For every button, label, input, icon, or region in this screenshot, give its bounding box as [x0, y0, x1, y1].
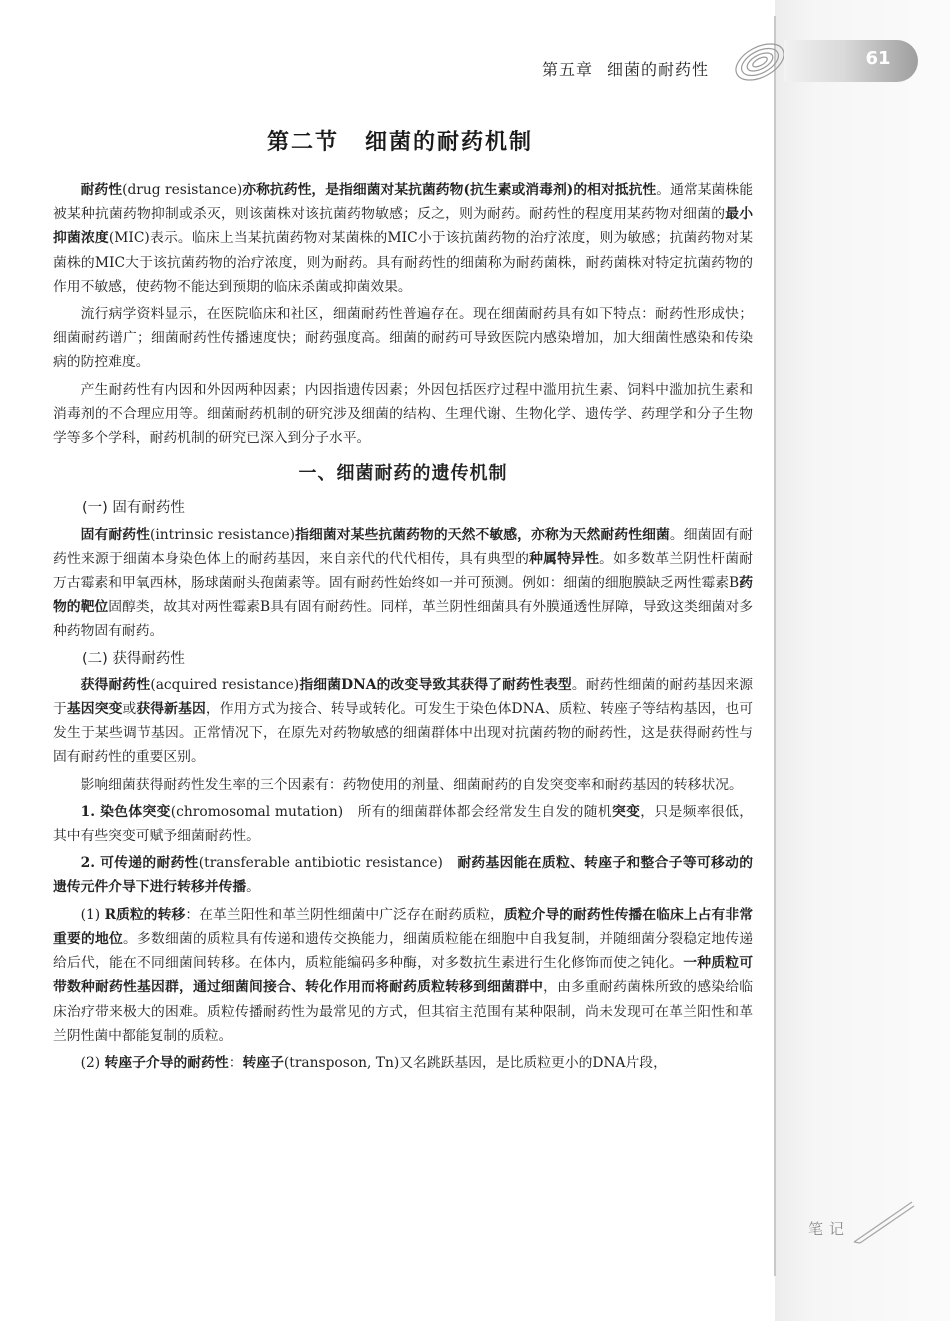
decorative-swirl-icon	[728, 38, 788, 86]
subsection-heading: 一、细菌耐药的遗传机制	[298, 463, 508, 485]
bold-text: 获得耐药性	[80, 676, 151, 693]
bold-text: 质粒介导的耐药性传播在临床上占有非常重要的地位	[53, 906, 754, 947]
pencil-icon	[848, 1196, 918, 1246]
paragraph-intro-3: 产生耐药性有内因和外因两种因素；内因指遗传因素；外因包括医疗过程中滥用抗生素、饲料中滥加抗生素和消毒剂的不合理应用等。细菌耐药机制的研究涉及细菌的结构、生理代谢、生物化学、遗传学、药理学和分子生物学等多个学科，耐药机制的研究已深入到分子水平。	[53, 381, 753, 447]
heading-intrinsic-resistance: (一) 固有耐药性	[82, 500, 185, 517]
chapter-number: 第五章	[542, 60, 594, 79]
bold-text: 一种质粒可带数种耐药性基因群，通过细菌间接合、转化作用而将耐药质粒转移到细菌群中	[53, 955, 754, 996]
margin-band	[775, 0, 950, 1321]
bold-text: 耐药基因能在质粒、转座子和整合子等可移动的遗传元件介导下进行转移并传播	[53, 855, 753, 896]
section-title	[0, 125, 800, 156]
text-run: (1)	[80, 906, 105, 923]
text-run: (drug resistance)	[122, 182, 243, 198]
bold-text: 1. 染色体突变	[80, 803, 171, 820]
bold-text: 转座子介导的耐药性	[104, 1054, 229, 1071]
section-title-text: 细菌的耐药机制	[365, 130, 534, 155]
text-run: 。细菌固有耐药性来源于细菌本身染色体上的耐药基因，来自亲代的代代相传，具有典型的	[53, 526, 754, 567]
item-chromosomal-mutation	[53, 800, 753, 848]
item-transposon-resistance	[53, 1051, 753, 1075]
notes-label: 笔记	[808, 1220, 851, 1238]
bold-text: R质粒的转移	[104, 906, 186, 923]
margin-rule	[774, 16, 776, 1276]
bold-text: 基因突变	[66, 701, 123, 718]
bold-text: 最小抑菌浓度	[53, 206, 754, 247]
text-run: (MIC)表示。临床上当某抗菌药物对某菌株的MIC小于该抗菌药物的治疗浓度，则为敏感；抗菌药物对某菌株的MIC大于该抗菌药物的治疗浓度，则为耐药。具有耐药性的细菌称为耐药菌株，耐药菌株对特定抗菌药物的作用不敏感，使药物不能达到预期的临床杀菌或抑菌效果。	[53, 230, 754, 295]
text-run: 或	[122, 701, 137, 718]
paragraph-intrinsic-resistance	[53, 523, 753, 644]
heading-acquired-resistance: (二) 获得耐药性	[82, 650, 185, 667]
item-r-plasmid-transfer	[53, 903, 753, 1048]
text-run: 。	[246, 879, 260, 896]
bold-text: 固有耐药性	[80, 526, 150, 543]
text-run: (acquired resistance)	[150, 676, 300, 693]
page-number: 61	[865, 48, 891, 69]
paragraph-acquired-resistance	[53, 673, 753, 770]
bold-text: 突变	[612, 803, 641, 820]
bold-text: 2. 可传递的耐药性	[80, 855, 199, 872]
bold-text: 种属特异性	[529, 550, 600, 567]
text-run: 。通常某菌株能被某种抗菌药物抑制或杀灭，则该菌株对该抗菌药物敏感；反之，则为耐药。耐药性的程度用某药物对细菌的	[53, 182, 753, 223]
bold-text: 药物的靶位	[53, 575, 754, 616]
text-run: ，作用方式为接合、转导或转化。可发生于染色体DNA、质粒、转座子等结构基因，也可发生于某些调节基因。正常情况下，在原先对药物敏感的细菌群体中出现对抗菌药物的耐药性，这是获得耐药性与固有耐药性的重要区别。	[53, 701, 754, 766]
paragraph-intro-2: 流行病学资料显示，在医院临床和社区，细菌耐药性普遍存在。现在细菌耐药具有如下特点：耐药性形成快；细菌耐药谱广；细菌耐药性传播速度快；耐药强度高。细菌的耐药可导致医院内感染增加，加大细菌性感染和传染病的防控难度。	[53, 306, 753, 371]
bold-text: 指细菌对某些抗菌药物的天然不敏感，亦称为天然耐药性细菌	[295, 526, 670, 543]
bold-text: 亦称抗药性，是指细菌对某抗菌药物(抗生素或消毒剂)的相对抵抗性	[242, 182, 657, 198]
bold-text: 转座子	[242, 1054, 284, 1071]
text-run: (transferable antibiotic resistance)	[198, 855, 458, 872]
text-run: ：	[228, 1054, 243, 1071]
text-run: 。耐药性细菌的耐药基因来源于	[53, 676, 754, 718]
paragraph-intro-1	[53, 178, 753, 299]
bold-text: 指细菌DNA的改变导致其获得了耐药性表型	[299, 676, 572, 693]
item-transferable-resistance	[53, 851, 753, 899]
chapter-title: 细菌的耐药性	[607, 60, 710, 79]
text-run: 固醇类，故其对两性霉素B具有固有耐药性。同样，革兰阴性细菌具有外膜通透性屏障，导致这类细菌对多种药物固有耐药。	[53, 599, 754, 640]
text-run: ，由多重耐药菌株所致的感染给临床治疗带来极大的困难。质粒传播耐药性为最常见的方式，但其宿主范围有某种限制，尚未发现可在革兰阳性和革兰阴性菌中都能复制的质粒。	[53, 979, 754, 1044]
bold-text: 耐药性	[80, 182, 123, 198]
bold-text: 获得新基因	[136, 701, 206, 718]
text-run: (transposon, Tn)又名跳跃基因，是比质粒更小的DNA片段，	[283, 1054, 667, 1071]
running-header	[542, 57, 709, 80]
text-run: 。如多数革兰阴性杆菌耐万古霉素和甲氧西林，肠球菌耐头孢菌素等。固有耐药性始终如一并可预测。例如：细菌的细胞膜缺乏两性霉素B	[53, 550, 754, 592]
paragraph-acquired-factors: 影响细菌获得耐药性发生率的三个因素有：药物使用的剂量、细菌耐药的自发突变率和耐药基因的转移状况。	[80, 776, 743, 793]
body-text	[53, 178, 753, 1078]
text-run: (intrinsic resistance)	[149, 526, 296, 543]
text-run: 。多数细菌的质粒具有传递和遗传交换能力，细菌质粒能在细胞中自我复制，并随细菌分裂稳定地传递给后代，能在不同细菌间转移。在体内，质粒能编码多种酶，对多数抗生素进行生化修饰而使之钝化。	[53, 930, 754, 972]
text-run: (2)	[80, 1054, 105, 1071]
text-run: (chromosomal mutation) 所有的细菌群体都会经常发生自发的随机	[170, 803, 613, 820]
text-run: ：在革兰阳性和革兰阴性细菌中广泛存在耐药质粒，	[185, 906, 504, 923]
text-run: ，只是频率很低，其中有些突变可赋予细菌耐药性。	[53, 803, 753, 845]
section-number: 第二节	[266, 130, 339, 155]
